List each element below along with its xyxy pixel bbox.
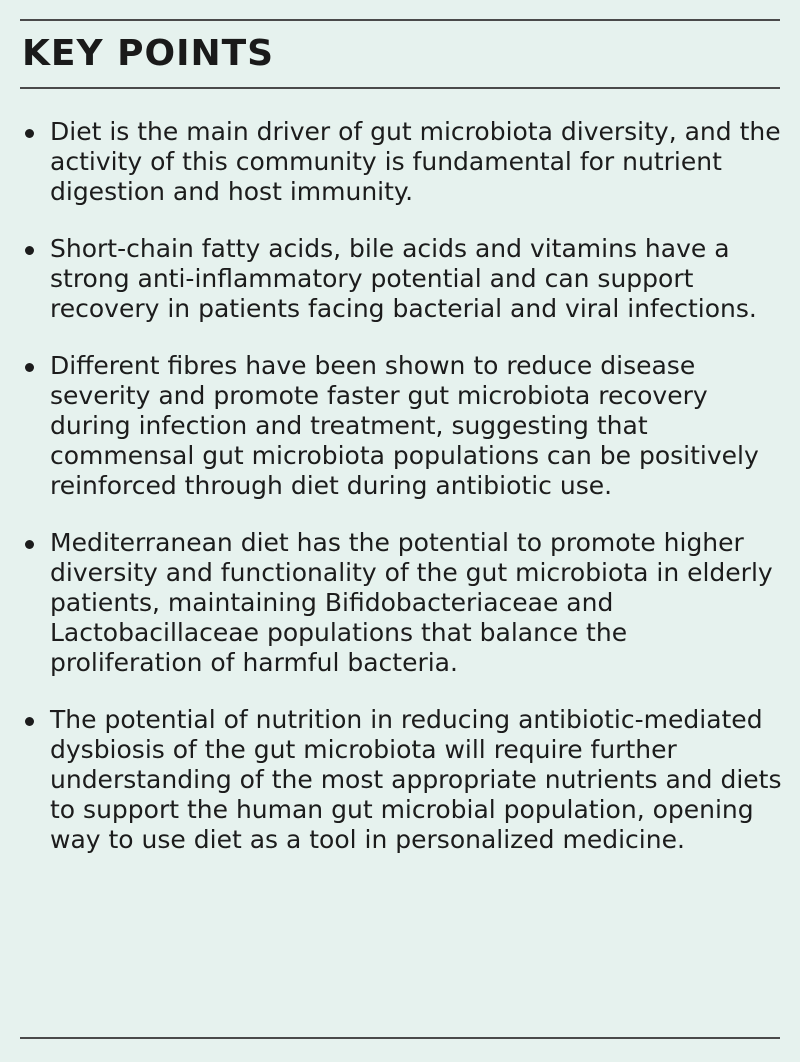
key-point-item xyxy=(22,705,782,855)
title-rule xyxy=(20,87,780,89)
top-rule xyxy=(20,19,780,21)
bottom-rule xyxy=(20,1037,780,1039)
key-point-text: Short-chain fatty acids, bile acids and vitamins have a strong anti-inflammatory potential and can support recovery in patients facing bacterial and viral infections. xyxy=(50,234,757,323)
key-point-item xyxy=(22,528,782,678)
bullet-icon xyxy=(25,363,34,372)
key-point-text: Mediterranean diet has the potential to promote higher diversity and functionality of the gut microbiota in elderly patients, maintaining Bifidobacteriaceae and Lactobacillaceae populations that balance the proliferation of harmful bacteria. xyxy=(50,528,773,677)
bullet-icon xyxy=(25,129,34,138)
key-point-text: Different fibres have been shown to reduce disease severity and promote faster gut microbiota recovery during infection and treatment, suggesting that commensal gut microbiota populations can be positively reinforced through diet during antibiotic use. xyxy=(50,351,759,500)
key-point-text: The potential of nutrition in reducing antibiotic-mediated dysbiosis of the gut microbiota will require further understanding of the most appropriate nutrients and diets to support the human gut microbial population, opening way to use diet as a tool in personalized medicine. xyxy=(50,705,782,854)
key-point-item xyxy=(22,234,782,324)
box-title: KEY POINTS xyxy=(22,33,275,74)
bullet-icon xyxy=(25,246,34,255)
key-point-item xyxy=(22,351,782,501)
key-points-list xyxy=(22,117,782,882)
bullet-icon xyxy=(25,717,34,726)
key-point-item xyxy=(22,117,782,207)
bullet-icon xyxy=(25,540,34,549)
key-point-text: Diet is the main driver of gut microbiota diversity, and the activity of this community is fundamental for nutrient digestion and host immunity. xyxy=(50,117,781,206)
